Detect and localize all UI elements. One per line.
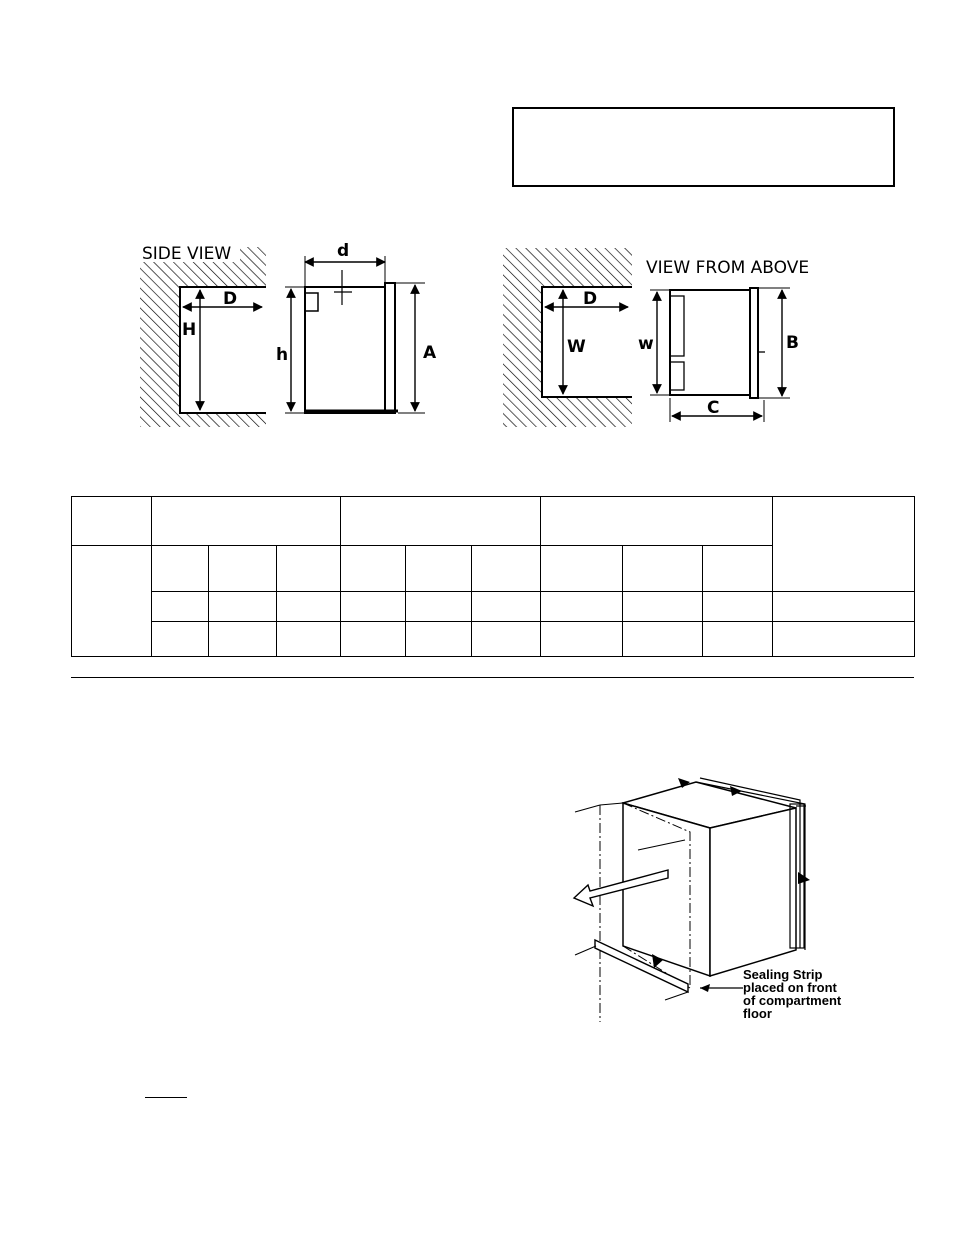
table-cell — [152, 497, 341, 546]
table-cell — [541, 546, 623, 592]
table-cell — [152, 622, 209, 657]
table-cell — [472, 622, 541, 657]
table-cell — [623, 622, 703, 657]
table-cell — [703, 592, 773, 622]
table-cell — [341, 592, 406, 622]
side-label-h: h — [276, 345, 289, 365]
table-cell — [152, 546, 209, 592]
side-label-A: A — [423, 343, 437, 363]
top-label-B: B — [786, 333, 799, 353]
table-row — [72, 592, 915, 622]
side-view-title: SIDE VIEW — [142, 244, 232, 264]
table-cell — [277, 622, 341, 657]
table-cell — [72, 546, 152, 657]
table-cell — [773, 497, 915, 592]
table-cell — [406, 622, 472, 657]
arrow-icon — [700, 984, 710, 992]
section-divider — [71, 677, 914, 678]
side-view-cabinet-wall — [140, 240, 266, 427]
table-cell — [406, 546, 472, 592]
top-label-W: W — [567, 337, 586, 357]
side-label-d: d — [337, 241, 350, 261]
table-cell — [209, 546, 277, 592]
side-view-appliance — [305, 270, 398, 413]
table-cell — [773, 592, 915, 622]
table-cell — [209, 592, 277, 622]
sealing-strip-caption-line-3: of compartment — [743, 993, 842, 1008]
table-cell — [341, 546, 406, 592]
top-label-w: w — [638, 334, 654, 354]
dimensions-table — [71, 496, 915, 657]
top-label-D: D — [583, 289, 598, 309]
sealing-strip-caption-line-4: floor — [743, 1006, 772, 1021]
top-view-title: VIEW FROM ABOVE — [646, 258, 810, 278]
table-cell — [277, 592, 341, 622]
table-cell — [406, 592, 472, 622]
table-cell — [341, 497, 541, 546]
top-label-C: C — [707, 398, 720, 418]
side-label-D: D — [223, 289, 238, 309]
table-cell — [623, 592, 703, 622]
table-cell — [541, 622, 623, 657]
table-cell — [152, 592, 209, 622]
table-cell — [472, 592, 541, 622]
table-cell — [773, 622, 915, 657]
table-cell — [277, 546, 341, 592]
table-cell — [541, 497, 773, 546]
table-cell — [341, 622, 406, 657]
table-cell — [541, 592, 623, 622]
sealing-strip-caption-line-2: placed on front — [743, 980, 837, 995]
installation-figure — [560, 770, 880, 1040]
table-cell — [703, 546, 773, 592]
sealing-strip-caption-line-1: Sealing Strip — [743, 967, 823, 982]
top-view-appliance — [670, 288, 765, 398]
table-row — [72, 622, 915, 657]
dimension-diagram — [0, 0, 954, 470]
side-label-H: H — [182, 320, 197, 340]
table-cell — [72, 497, 152, 546]
table-cell — [703, 622, 773, 657]
table-cell — [623, 546, 703, 592]
table-cell — [472, 546, 541, 592]
table-row — [72, 497, 915, 546]
note-underline — [145, 1097, 187, 1098]
table-cell — [209, 622, 277, 657]
